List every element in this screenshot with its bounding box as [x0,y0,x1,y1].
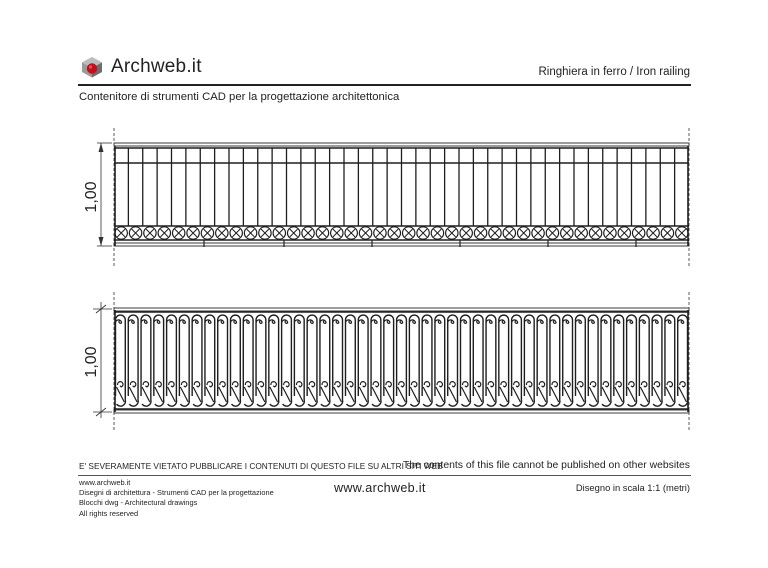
copyright-warning-italian: E' SEVERAMENTE VIETATO PUBBLICARE I CONTENUTI DI QUESTO FILE SU ALTRI SITI WEB [79,461,443,471]
drawing-subject-title: Ringhiera in ferro / Iron railing [538,66,690,78]
drawing-scale-note: Disegno in scala 1:1 (metri) [575,482,690,493]
credits-block [79,478,274,519]
website-link[interactable]: www.archweb.it [334,481,426,495]
copyright-warning-english: The contents of this file cannot be published on other websites [402,460,690,471]
credits-line: Disegni di architettura - Strumenti CAD per la progettazione [79,488,274,498]
tagline: Contenitore di strumenti CAD per la progettazione architettonica [79,91,400,103]
railing-elevation-type-1 [97,128,689,266]
credits-line: www.archweb.it [79,478,131,487]
credits-line: All rights reserved [79,508,139,518]
footer-divider [78,475,691,476]
railing-elevation-type-2 [93,292,689,432]
brand-name: Archweb.it [111,56,202,77]
credits-line: Blocchi dwg - Architectural drawings [79,498,198,508]
dimension-label-height-1: 1,00 [83,181,100,213]
dimension-label-height-2: 1,00 [83,346,100,378]
